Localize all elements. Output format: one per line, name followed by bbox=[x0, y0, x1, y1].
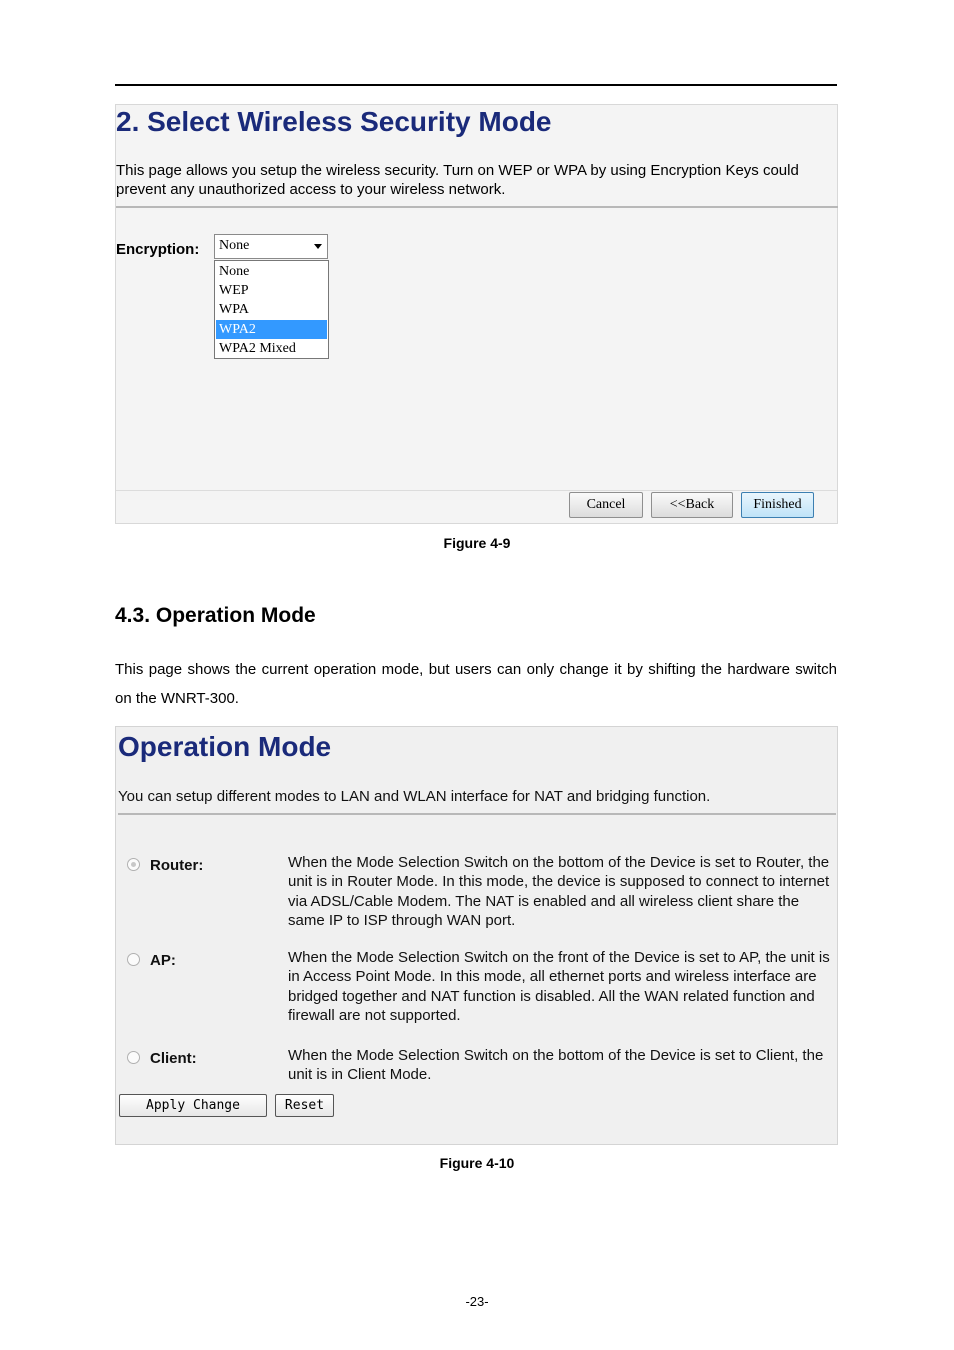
figure-caption: Figure 4-9 bbox=[443, 535, 511, 551]
ap-radio[interactable] bbox=[127, 953, 140, 966]
page-number: -23- bbox=[465, 1294, 489, 1309]
security-mode-footer-rule bbox=[116, 490, 837, 491]
encryption-dropdown-list bbox=[214, 260, 329, 359]
client-label: Client: bbox=[150, 1050, 197, 1067]
security-mode-description: This page allows you setup the wireless security. Turn on WEP or WPA by using Encryption Keys could prevent any unauthorized access to your wireless network. bbox=[116, 162, 799, 198]
encryption-label: Encryption: bbox=[116, 241, 200, 258]
back-button[interactable]: <<Back bbox=[651, 492, 733, 518]
router-label: Router: bbox=[150, 857, 204, 874]
reset-button[interactable]: Reset bbox=[275, 1094, 334, 1117]
operation-mode-title: Operation Mode bbox=[118, 731, 332, 762]
client-radio[interactable] bbox=[127, 1051, 140, 1064]
operation-mode-divider bbox=[118, 813, 836, 815]
router-description: When the Mode Selection Switch on the bottom of the Device is set to Router, the unit is in Router Mode. In this mode, the device is supposed to connect to internet via ADSL/Cable Modem. The NAT is enabled and all wireless client share the same IP to ISP through WAN port. bbox=[288, 854, 830, 929]
operation-mode-description: You can setup different modes to LAN and WLAN interface for NAT and bridging function. bbox=[118, 788, 711, 805]
chevron-down-icon[interactable] bbox=[314, 244, 322, 249]
client-description: When the Mode Selection Switch on the bottom of the Device is set to Client, the unit is in Client Mode. bbox=[288, 1047, 824, 1084]
encryption-option-wep[interactable]: WEP bbox=[219, 283, 249, 298]
ap-label: AP: bbox=[150, 952, 176, 969]
section-heading: 4.3. Operation Mode bbox=[115, 604, 316, 627]
header-rule bbox=[115, 84, 837, 86]
encryption-option-wpa2[interactable]: WPA2 bbox=[216, 320, 327, 339]
section-paragraph: This page shows the current operation mode, but users can only change it by shifting the hardware switch on the WNRT-300. bbox=[115, 661, 837, 707]
ap-description: When the Mode Selection Switch on the front of the Device is set to AP, the unit is in Access Point Mode. In this mode, all ethernet ports and wireless interface are bridged together and NAT function is disabled. All the WAN related function and firewall are not supported. bbox=[288, 949, 830, 1024]
encryption-option-wpa[interactable]: WPA bbox=[219, 302, 249, 317]
finished-button[interactable]: Finished bbox=[741, 492, 814, 518]
cancel-button[interactable]: Cancel bbox=[569, 492, 643, 518]
security-mode-title: 2. Select Wireless Security Mode bbox=[116, 106, 552, 137]
apply-change-button[interactable]: Apply Change bbox=[119, 1094, 267, 1117]
encryption-option-none[interactable]: None bbox=[219, 264, 250, 279]
encryption-select-value: None bbox=[219, 238, 250, 253]
figure-caption-2: Figure 4-10 bbox=[439, 1155, 515, 1171]
router-radio[interactable] bbox=[127, 858, 140, 871]
encryption-option-wpa2-mixed[interactable]: WPA2 Mixed bbox=[219, 341, 296, 356]
security-mode-divider bbox=[116, 206, 838, 208]
